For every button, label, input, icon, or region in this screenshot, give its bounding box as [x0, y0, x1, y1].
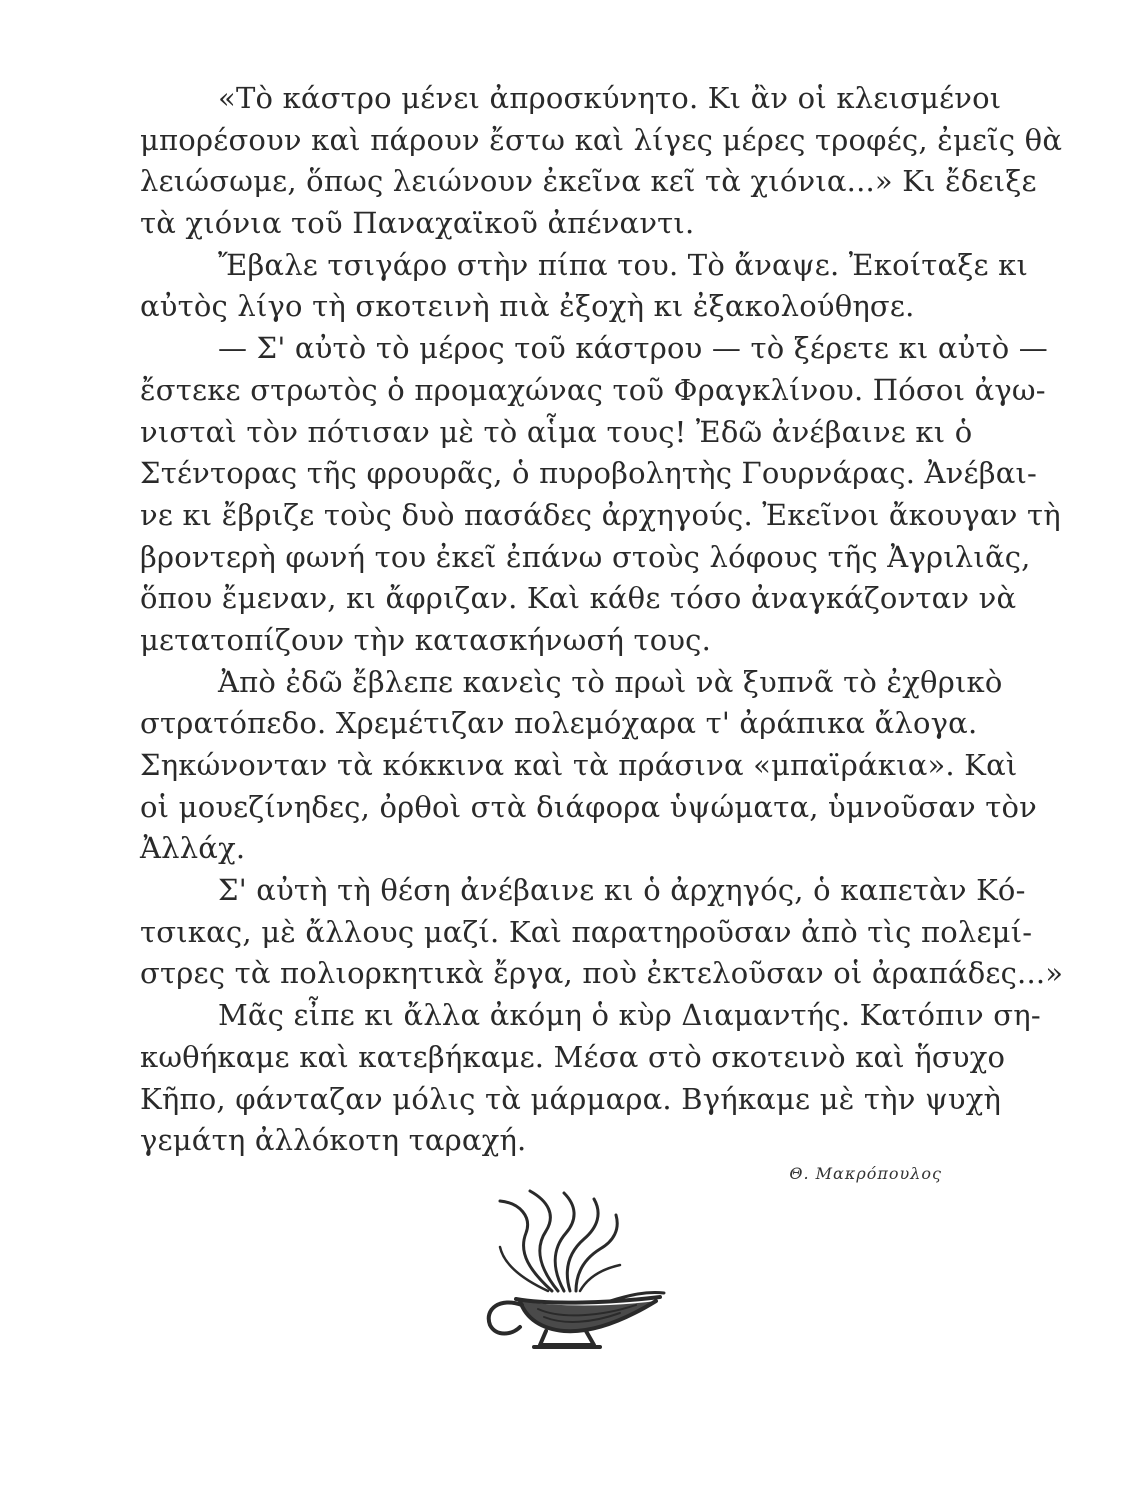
body-text: [140, 78, 1064, 1162]
text-line: στρες τὰ πολιορκητικὰ ἔργα, ποὺ ἐκτελοῦσαν οἱ ἀραπάδες...»: [140, 956, 1064, 991]
text-line: οἱ μουεζίνηδες, ὀρθοὶ στὰ διάφορα ὑψώματα, ὑμνοῦσαν τὸν: [140, 789, 1038, 824]
text-line: τὰ χιόνια τοῦ Παναχαϊκοῦ ἀπέναντι.: [140, 206, 695, 241]
text-line: Ἔβαλε τσιγάρο στὴν πίπα του. Τὸ ἄναψε. Ἐκοίταξε κι: [218, 247, 1029, 282]
author-signature: Θ. Μακρόπουλος: [789, 1164, 942, 1183]
text-line: λειώσωμε, ὅπως λειώνουν ἐκεῖνα κεῖ τὰ χιόνια...» Κι ἔδειξε: [140, 164, 1037, 199]
text-line: Μᾶς εἶπε κι ἄλλα ἀκόμη ὁ κὺρ Διαμαντής. Κατόπιν ση-: [218, 998, 1041, 1033]
text-line: Ἀπὸ ἐδῶ ἔβλεπε κανεὶς τὸ πρωὶ νὰ ξυπνᾶ τὸ ἐχθρικὸ: [218, 664, 1003, 699]
text-line: ὅπου ἔμεναν, κι ἄφριζαν. Καὶ κάθε τόσο ἀναγκάζονταν νὰ: [140, 581, 1017, 616]
text-line: νε κι ἔβριζε τοὺς δυὸ πασάδες ἀρχηγούς. Ἐκεῖνοι ἄκουγαν τὴ: [140, 497, 1061, 532]
text-line: αὐτὸς λίγο τὴ σκοτεινὴ πιὰ ἐξοχὴ κι ἐξακολούθησε.: [140, 289, 915, 324]
text-line: νισταὶ τὸν πότισαν μὲ τὸ αἷμα τους! Ἐδῶ ἀνέβαινε κι ὁ: [140, 414, 973, 449]
text-line: γεμάτη ἀλλόκοτη ταραχή.: [140, 1123, 527, 1158]
text-line: μπορέσουν καὶ πάρουν ἔστω καὶ λίγες μέρες τροφές, ἐμεῖς θὰ: [140, 122, 1063, 157]
text-line: κωθήκαμε καὶ κατεβήκαμε. Μέσα στὸ σκοτεινὸ καὶ ἥσυχο: [140, 1039, 1006, 1074]
text-line: βροντερὴ φωνή του ἐκεῖ ἐπάνω στοὺς λόφους τῆς Ἀγριλιᾶς,: [140, 539, 1031, 574]
oil-lamp-icon: [460, 1183, 680, 1358]
text-line: Κῆπο, φάνταζαν μόλις τὰ μάρμαρα. Βγήκαμε μὲ τὴν ψυχὴ: [140, 1081, 1002, 1116]
text-line: «Τὸ κάστρο μένει ἀπροσκύνητο. Κι ἂν οἱ κλεισμένοι: [218, 81, 1002, 115]
text-line: Σηκώνονταν τὰ κόκκινα καὶ τὰ πράσινα «μπαϊράκια». Καὶ: [140, 748, 1018, 782]
text-line: — Σ' αὐτὸ τὸ μέρος τοῦ κάστρου — τὸ ξέρετε κι αὐτὸ —: [218, 331, 1049, 366]
text-line: στρατόπεδο. Χρεμέτιζαν πολεμόχαρα τ' ἀράπικα ἄλογα.: [140, 706, 978, 741]
text-line: τσικας, μὲ ἄλλους μαζί. Καὶ παρατηροῦσαν ἀπὸ τὶς πολεμί-: [140, 914, 1033, 949]
text-line: Σ' αὐτὴ τὴ θέση ἀνέβαινε κι ὁ ἀρχηγός, ὁ καπετὰν Κό-: [218, 873, 1026, 908]
text-line: ἔστεκε στρωτὸς ὁ προμαχώνας τοῦ Φραγκλίνου. Πόσοι ἀγω-: [140, 372, 1046, 407]
text-line: Ἀλλάχ.: [140, 831, 246, 866]
text-line: μετατοπίζουν τὴν κατασκήνωσή τους.: [140, 622, 712, 657]
text-line: Στέντορας τῆς φρουρᾶς, ὁ πυροβολητὴς Γουρνάρας. Ἀνέβαι-: [140, 456, 1038, 491]
